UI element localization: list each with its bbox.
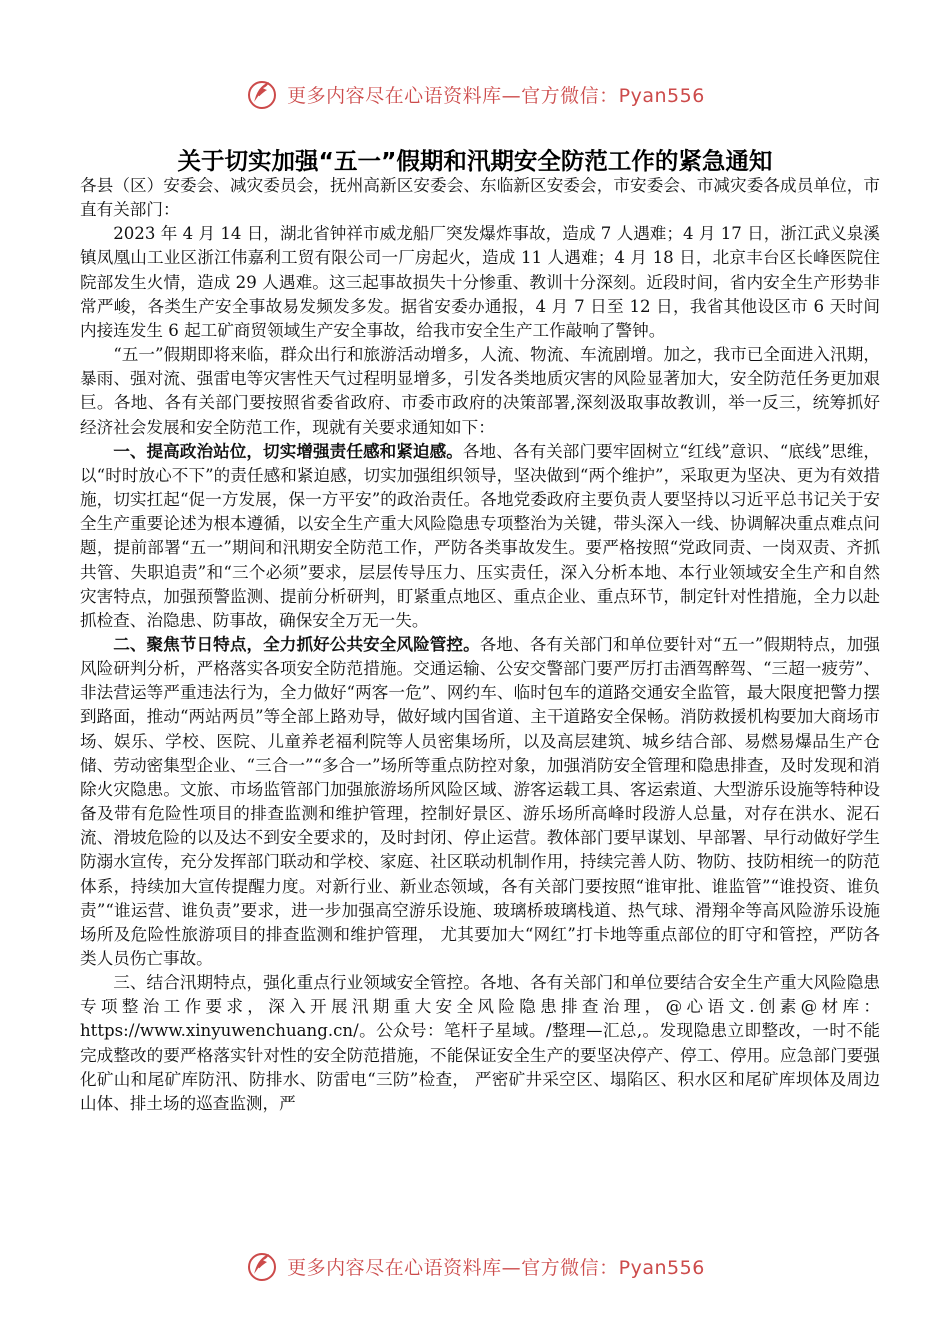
section-1-body: 各地、各有关部门要牢固树立“红线”意识、“底线”思维，以“时时放心不下”的责任感和紧迫感，切实加强组织领导，坚决做到“两个维护”，采取更为坚决、更为有效措施，切实扛起“促一方发展，保一方平安”的政治责任。各地党委政府主要负责人要坚持以习近平总书记关于安全生产重要论述为根本遵循，以安全生产重大风险隐患专项整治为关键，带头深入一线、协调解决重点难点问题，提前部署“五一”期间和汛期安全防范工作，严防各类事故发生。要严格按照“党政同责、一岗双责、齐抓共管、失职追责”和“三个必须”要求，层层传导压力、压实责任，深入分析本地、本行业领域安全生产和自然灾害特点，加强预警监测、提前分析研判，盯紧重点地区、重点企业、重点环节，制定针对性措施，全力以赴抓检查、治隐患、防事故，确保安全万无一失。 [80, 441, 880, 630]
salutation: 各县（区）安委会、减灾委员会，抚州高新区安委会、东临新区安委会，市安委会、市减灾委各成员单位，市直有关部门： [80, 176, 880, 220]
feather-quill-logo [245, 77, 279, 111]
watermark-banner-top [0, 74, 950, 114]
section-1-heading: 一、提高政治站位，切实增强责任感和紧迫感。 [113, 441, 463, 461]
section-1 [80, 440, 880, 633]
section-2 [80, 633, 880, 971]
document-title: 关于切实加强“五一”假期和汛期安全防范工作的紧急通知 [177, 147, 773, 175]
section-3: 三、结合汛期特点，强化重点行业领域安全管控。各地、各有关部门和单位要结合安全生产重大风险隐患专项整治工作要求，深入开展汛期重大安全风险隐患排查治理，@心语文.创素@材库：https://www.xinyuwenchuang.cn/。公众号：笔杆子星域。/整理—汇总,。发现隐患立即整改，一时不能完成整改的要严格落实针对性的安全防范措施，不能保证安全生产的要坚决停产、停工、停用。应急部门要强化矿山和尾矿库防汛、防排水、防雷电“三防”检查， 严密矿井采空区、塌陷区、积水区和尾矿库坝体及周边山体、排土场的巡查监测，严 [80, 973, 880, 1113]
watermark-banner-bottom [0, 1246, 950, 1286]
watermark-text: 更多内容尽在心语资料库—官方微信：Pyan556 [287, 84, 705, 107]
feather-quill-logo [245, 1249, 279, 1283]
watermark-text: 更多内容尽在心语资料库—官方微信：Pyan556 [287, 1256, 705, 1279]
document-body [80, 174, 880, 1116]
paragraph-accidents: 2023 年 4 月 14 日，湖北省钟祥市威龙船厂突发爆炸事故，造成 7 人遇难；4 月 17 日，浙江武义泉溪镇凤凰山工业区浙江伟嘉利工贸有限公司一厂房起火，造成 11 人遇难；4 月 18 日，北京丰台区长峰医院住院部发生火情，造成 29 人遇难。这三起事故损失十分惨重、教训十分深刻。近段时间，省内安全生产形势非常严峻，各类生产安全事故易发频发多发。据省安委办通报，4 月 7 日至 12 日，我省其他设区市 6 天时间内接连发生 6 起工矿商贸领域生产安全事故，给我市安全生产工作敲响了警钟。 [80, 224, 880, 340]
section-2-heading: 二、聚焦节日特点，全力抓好公共安全风险管控。 [113, 634, 480, 654]
paragraph-context: “五一”假期即将来临，群众出行和旅游活动增多，人流、物流、车流剧增。加之，我市已全面进入汛期，暴雨、强对流、强雷电等灾害性天气过程明显增多，引发各类地质灾害的风险显著加大，安全防范任务更加艰巨。各地、各有关部门要按照省委省政府、市委市政府的决策部署,深刻汲取事故教训，举一反三，统筹抓好经济社会发展和安全防范工作，现就有关要求通知如下： [80, 345, 880, 437]
section-2-body: 各地、各有关部门和单位要针对“五一”假期特点，加强风险研判分析，严格落实各项安全防范措施。交通运输、公安交警部门要严厉打击酒驾醉驾、“三超一疲劳”、非法营运等严重违法行为，全力做好“两客一危”、网约车、临时包车的道路交通安全监管，最大限度把警力摆到路面，推动“两站两员”等全部上路劝导，做好域内国省道、主干道路安全保畅。消防救援机构要加大商场市场、娱乐、学校、医院、儿童养老福利院等人员密集场所，以及高层建筑、城乡结合部、易燃易爆品生产仓储、劳动密集型企业、“三合一”“多合一”场所等重点防控对象，加强消防安全管理和隐患排查，及时发现和消除火灾隐患。文旅、市场监管部门加强旅游场所风险区域、游客运载工具、客运索道、大型游乐设施等特种设备及带有危险性项目的排查监测和维护管理，控制好景区、游乐场所高峰时段游人总量，对存在洪水、泥石流、滑坡危险的以及达不到安全要求的，及时封闭、停止运营。教体部门要早谋划、早部署、早行动做好学生防溺水宣传，充分发挥部门联动和学校、家庭、社区联动机制作用，持续完善人防、物防、技防相统一的防范体系，持续加大宣传提醒力度。对新行业、新业态领域，各有关部门要按照“谁审批、谁监管”“谁投资、谁负责”“谁运营、谁负责”要求，进一步加强高空游乐设施、玻璃桥玻璃栈道、热气球、滑翔伞等高风险游乐设施场所及危险性旅游项目的排查监测和维护管理， 尤其要加大“网红”打卡地等重点部位的盯守和管控，严防各类人员伤亡事故。 [80, 634, 881, 968]
